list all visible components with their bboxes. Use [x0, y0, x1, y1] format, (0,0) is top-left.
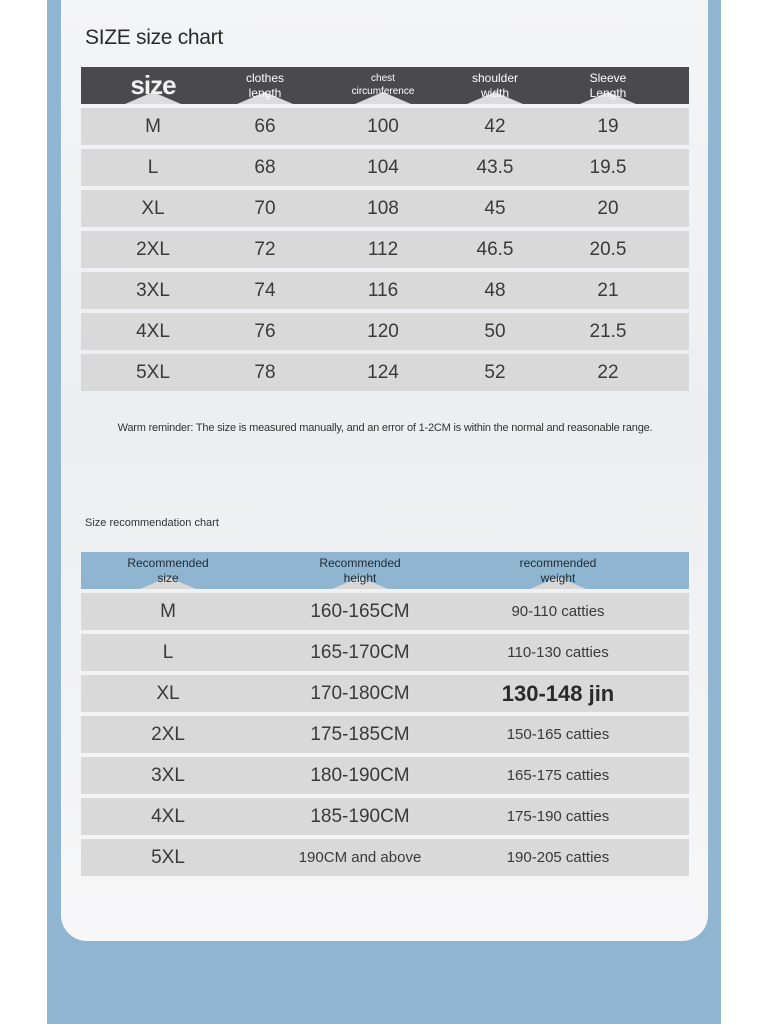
table-cell: 3XL — [136, 279, 170, 301]
header-cell — [210, 67, 320, 104]
table-cell: 104 — [367, 156, 399, 178]
table-cell: 175-185CM — [310, 723, 410, 745]
header-label: height — [343, 570, 377, 585]
table-cell: 66 — [254, 115, 276, 137]
table-row — [81, 354, 689, 391]
table-cell: 45 — [484, 197, 506, 219]
header-cell — [265, 552, 455, 589]
table-cell: L — [147, 156, 159, 178]
table-cell: 124 — [367, 361, 399, 383]
table-cell: 48 — [484, 279, 506, 301]
table-cell: 46.5 — [476, 238, 514, 260]
table-cell: 130-148 jin — [501, 680, 615, 706]
table-cell: 50 — [484, 320, 506, 342]
table-cell: 3XL — [151, 764, 185, 786]
table-cell: 19.5 — [589, 156, 627, 178]
table-cell: 190-205 catties — [506, 849, 610, 866]
header-cell — [463, 552, 653, 589]
table-cell: XL — [141, 197, 165, 219]
header-label: size — [157, 570, 179, 585]
header-label: chest — [371, 73, 395, 84]
header-label: Recommended — [127, 555, 209, 570]
table-cell: 4XL — [136, 320, 170, 342]
header-label: clothes — [245, 70, 285, 85]
header-cell — [73, 552, 263, 589]
header-cell — [98, 67, 208, 104]
table-row — [81, 313, 689, 350]
table-cell: 5XL — [151, 846, 185, 868]
table-cell: 22 — [597, 361, 619, 383]
table-row — [81, 149, 689, 186]
table-cell: 116 — [367, 279, 399, 301]
warm-reminder: Warm reminder: The size is measured manually, and an error of 1-2CM is within the normal and reasonable range. — [117, 422, 653, 434]
table-cell: 100 — [367, 115, 399, 137]
size-chart-table — [81, 67, 689, 391]
table-cell: L — [162, 641, 174, 663]
table-cell: 165-170CM — [310, 641, 410, 663]
size-table-header — [81, 67, 689, 104]
table-row — [81, 757, 689, 794]
table-row — [81, 634, 689, 671]
table-cell: 160-165CM — [310, 600, 410, 622]
table-cell: 108 — [367, 197, 399, 219]
table-row — [81, 190, 689, 227]
table-cell: 175-190 catties — [506, 808, 610, 825]
table-cell: M — [160, 600, 176, 622]
table-row — [81, 272, 689, 309]
table-cell: 70 — [254, 197, 276, 219]
header-label: length — [248, 85, 282, 100]
table-row — [81, 716, 689, 753]
table-cell: 43.5 — [476, 156, 514, 178]
table-cell: 2XL — [151, 723, 185, 745]
table-cell: 21.5 — [589, 320, 627, 342]
header-label: Sleeve — [589, 70, 627, 85]
table-cell: 165-175 catties — [506, 767, 610, 784]
table-cell: 170-180CM — [310, 682, 410, 704]
table-cell: 76 — [254, 320, 276, 342]
table-cell: 180-190CM — [310, 764, 410, 786]
recommendation-title: Size recommendation chart — [85, 517, 219, 529]
table-row — [81, 231, 689, 268]
table-cell: 185-190CM — [310, 805, 410, 827]
size-recommendation-table — [81, 552, 689, 876]
header-label: size — [130, 70, 176, 101]
header-cell — [328, 67, 438, 104]
header-label: shoulder — [471, 70, 519, 85]
table-row — [81, 593, 689, 630]
table-cell: 72 — [254, 238, 276, 260]
header-label: Recommended — [319, 555, 401, 570]
header-label: weight — [540, 570, 576, 585]
table-cell: 74 — [254, 279, 276, 301]
header-label: recommended — [519, 555, 597, 570]
rec-table-header — [81, 552, 689, 589]
table-cell: 190CM and above — [298, 849, 422, 866]
table-cell: 90-110 catties — [511, 603, 605, 620]
table-cell: 68 — [254, 156, 276, 178]
table-cell: M — [145, 115, 161, 137]
table-cell: XL — [156, 682, 180, 704]
table-row — [81, 839, 689, 876]
table-cell: 150-165 catties — [506, 726, 610, 743]
table-cell: 120 — [367, 320, 399, 342]
header-cell — [440, 67, 550, 104]
header-label: circumference — [351, 85, 415, 97]
table-cell: 2XL — [136, 238, 170, 260]
table-row — [81, 798, 689, 835]
table-cell: 52 — [484, 361, 506, 383]
table-row — [81, 675, 689, 712]
table-cell: 42 — [484, 115, 506, 137]
table-cell: 20.5 — [589, 238, 627, 260]
table-cell: 21 — [597, 279, 619, 301]
table-row — [81, 108, 689, 145]
header-label: width — [480, 85, 509, 100]
table-cell: 19 — [597, 115, 619, 137]
table-cell: 4XL — [151, 805, 185, 827]
table-cell: 78 — [254, 361, 276, 383]
page-title: SIZE size chart — [85, 26, 223, 49]
table-cell: 20 — [597, 197, 619, 219]
table-cell: 110-130 catties — [507, 644, 609, 661]
table-cell: 112 — [367, 238, 399, 260]
header-cell — [553, 67, 663, 104]
header-label: Length — [589, 85, 627, 100]
table-cell: 5XL — [136, 361, 170, 383]
